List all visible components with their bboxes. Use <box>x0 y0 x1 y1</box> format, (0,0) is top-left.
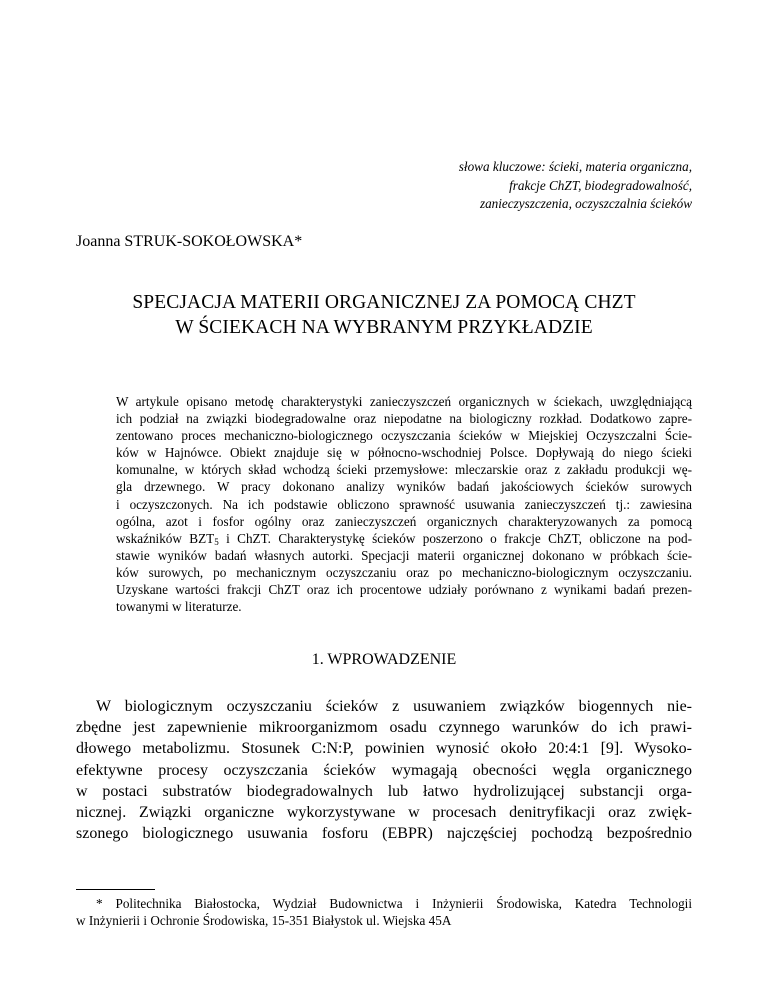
subscript: 5 <box>214 536 219 547</box>
section-heading: 1. WPROWADZENIE <box>311 651 457 668</box>
abstract-line: stawie wyników badań własnych autorki. Specjacji materii organicznej dokonano w próbkach ście- <box>116 547 692 563</box>
body-text <box>76 696 692 844</box>
abstract-line: i oczyszczonych. Na ich podstawie obliczono sprawność usuwania zanieczyszczeń tj.: zawiesina <box>116 496 692 512</box>
abstract-line: Uzyskane wartości frakcji ChZT oraz ich procentowe udziały porównano z wynikami badań prezen- <box>116 582 692 598</box>
footnote-line: w Inżynierii i Ochronie Środowiska, 15-351 Białystok ul. Wiejska 45A <box>76 913 452 929</box>
abstract-text: i ChZT. Charakterystykę ścieków poszerzono o frakcje ChZT, obliczone na pod- <box>218 530 692 546</box>
abstract-line: W artykule opisano metodę charakterystyki zanieczyszczeń organicznych w ściekach, uwzględniającą <box>116 394 692 409</box>
abstract-line: ich podział na związki biodegradowalne oraz niepodatne na biologiczny rozkład. Dodatkowo zapre- <box>116 411 692 427</box>
keywords-block <box>332 158 692 214</box>
keywords-line: słowa kluczowe: ścieki, materia organiczna, <box>458 159 692 174</box>
author-name: Joanna STRUK-SOKOŁOWSKA* <box>76 233 303 250</box>
footnote-rule <box>76 889 155 890</box>
footnote-line: * Politechnika Białostocka, Wydział Budownictwa i Inżynierii Środowiska, Katedra Technologii <box>96 896 692 911</box>
keywords-line: frakcje ChZT, biodegradowalność, <box>509 177 692 193</box>
body-line: w postaci substratów biodegradowalnych lub łatwo hydrolizującej substancji orga- <box>76 782 692 800</box>
body-line: zbędne jest zapewnienie mikroorganizmom osadu czynnego warunków do ich prawi- <box>76 719 692 737</box>
body-line: dłowego metabolizmu. Stosunek C:N:P, powinien wynosić około 20:4:1 [9]. Wysoko- <box>76 740 692 758</box>
body-line: nicznej. Związki organiczne wykorzystywane w procesach denitryfikacji oraz zwięk- <box>76 804 692 822</box>
paper-title <box>0 290 768 340</box>
abstract-line: ków w Hajnówce. Obiekt znajduje się w północno-wschodniej Polsce. Dopływają do niego ścieki <box>116 445 692 461</box>
abstract-line: komunalne, w których skład wchodzą ścieki przemysłowe: mleczarskie oraz z zakładu produkcji wę- <box>116 462 692 478</box>
abstract <box>116 393 692 615</box>
abstract-line: ków surowych, po mechanicznym oczyszczaniu oraz po mechaniczno-biologicznym oczyszczaniu. <box>116 564 692 580</box>
body-line: W biologicznym oczyszczaniu ścieków z usuwaniem związków biogennych nie- <box>96 698 692 715</box>
title-line: W ŚCIEKACH NA WYBRANYM PRZYKŁADZIE <box>175 317 593 338</box>
abstract-line <box>116 530 692 547</box>
body-line: efektywne procesy oczyszczania ścieków wymagają obecności węgla organicznego <box>76 761 692 779</box>
footnote <box>76 895 692 930</box>
abstract-line: towanymi w literaturze. <box>116 599 242 615</box>
abstract-text: wskaźników BZT <box>116 530 215 546</box>
body-line: szonego biologicznego usuwania fosforu (EBPR) najczęściej pochodzą bezpośrednio <box>76 825 692 843</box>
abstract-line: zentowano proces mechaniczno-biologicznego oczyszczania ścieków w Miejskiej Oczyszczalni Ście- <box>116 428 692 444</box>
title-line: SPECJACJA MATERII ORGANICZNEJ ZA POMOCĄ CHZT <box>132 292 636 313</box>
abstract-line: ogólna, azot i fosfor ogólny oraz zanieczyszczeń organicznych charakteryzowanych za pomocą <box>116 513 692 529</box>
keywords-line: zanieczyszczenia, oczyszczalnia ścieków <box>479 196 692 211</box>
abstract-line: gla drzewnego. W pracy dokonano analizy wyników badań jakościowych ścieków surowych <box>116 479 692 495</box>
